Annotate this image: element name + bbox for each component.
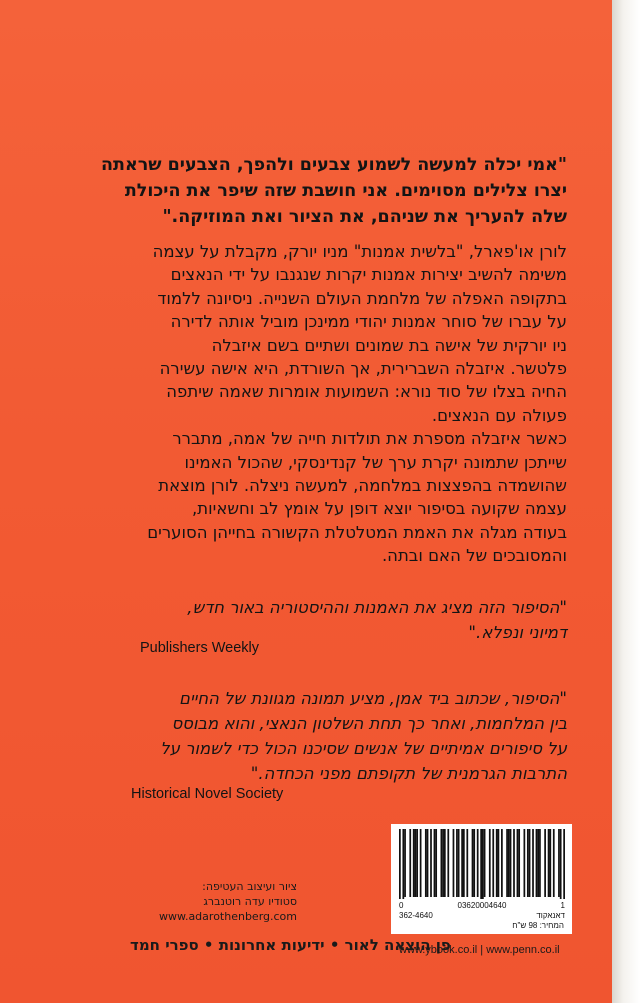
barcode-bar <box>484 829 486 897</box>
barcode-label <box>391 824 572 934</box>
barcode-bar <box>427 829 429 897</box>
review-line: "הסיפור, שכתוב ביד אמן, מציע תמונה מגוונת של החיים <box>179 689 567 708</box>
barcode-bar <box>415 829 417 897</box>
barcode-bar <box>425 829 427 897</box>
intro-line: "אמי יכלה למעשה לשמוע צבעים ולהפך, הצבעים שראתה <box>101 155 567 175</box>
barcode-bar <box>489 829 491 897</box>
review-line: התרבות הגרמנית של תקופתם מפני הכחדה." <box>250 764 567 783</box>
intro-quote <box>101 152 567 230</box>
synopsis-line: פלטשר. איזבלה השברירית, אך השורדת, היא אישה עשירה <box>159 359 567 379</box>
barcode-bar <box>402 829 404 899</box>
synopsis-line: לורן או'פארל, "בלשית אמנות" מניו יורק, מקבלת על עצמה <box>152 242 567 261</box>
barcode-bar <box>442 829 444 897</box>
synopsis-line: פעולה עם הנאצים. <box>431 405 567 425</box>
barcode-bar <box>453 829 455 897</box>
catalog-label: דאנאקוד <box>536 911 565 920</box>
barcode-bar <box>458 829 460 897</box>
intro-line: יצרו צלילים מסוימים. אני חושבת שזה שיפר את היכולת <box>124 181 567 201</box>
catalog-number: 362-4640 <box>399 911 433 920</box>
review-line: "הסיפור הזה מציג את האמנות וההיסטוריה באור חדש, <box>187 598 567 617</box>
barcode-bar <box>416 829 418 897</box>
barcode-bar <box>435 829 437 897</box>
review-quote-1 <box>187 595 567 645</box>
barcode-bar <box>413 829 415 897</box>
barcode-bar <box>537 829 539 897</box>
barcode-bar <box>501 829 503 897</box>
barcode-bar <box>518 829 520 897</box>
cover-credits <box>159 879 297 924</box>
barcode-bar <box>524 829 526 897</box>
barcode-bar <box>558 829 560 897</box>
barcode-bar <box>517 829 519 897</box>
barcode-bar <box>536 829 538 897</box>
barcode-bar <box>434 829 436 897</box>
synopsis-line: בעודה מגלה את האמת המטלטלת הקשורה בחייהן הסוערים <box>147 522 567 542</box>
barcode-bar <box>539 829 541 897</box>
synopsis-line: החיה בצלו של סוד נורא: השמועות אומרות שאמה שיתפה <box>166 382 567 402</box>
barcode-bar <box>463 829 465 897</box>
barcode-bar <box>560 829 562 899</box>
barcode-bar <box>444 829 446 897</box>
barcode-bar <box>399 829 401 899</box>
publisher-urls: www.ybook.co.il | www.penn.co.il <box>399 944 560 956</box>
page-edge <box>612 0 640 1003</box>
price-label: המחיר: 98 ש"ח <box>512 921 564 930</box>
barcode-bar <box>492 829 494 897</box>
barcode-bar <box>430 829 432 897</box>
barcode-bar <box>548 829 550 897</box>
barcode-bar <box>409 829 411 897</box>
barcode-bar <box>496 829 498 897</box>
barcode-graphic <box>399 829 565 899</box>
synopsis-line: על עברו של סוחר אמנות יהודי ממינכן מוביל אותה לדירה <box>170 312 567 332</box>
barcode-bar <box>420 829 422 897</box>
synopsis-line: בתקופה האפלה של מלחמת העולם השנייה. ניסיונה ללמוד <box>157 288 567 308</box>
intro-line: שלה להעריך את שניהם, את הציור ואת המוזיקה." <box>162 207 567 227</box>
barcode-bar <box>461 829 463 897</box>
barcode-bar <box>532 829 534 897</box>
barcode-bar <box>513 829 515 897</box>
barcode-bar <box>527 829 529 897</box>
barcode-bar <box>482 829 484 899</box>
review-source-2: Historical Novel Society <box>131 786 284 802</box>
barcode-bar <box>510 829 512 897</box>
barcode-bar <box>549 829 551 897</box>
barcode-digits <box>399 901 565 910</box>
publisher-names: פן הוצאה לאור • ידיעות אחרונות • ספרי חמד <box>130 936 451 954</box>
barcode-bar <box>529 829 531 897</box>
synopsis-line: עצמה שקועה בסיפור יוצא דופן על אומץ לב וחשאיות, <box>192 499 567 519</box>
barcode-bar <box>456 829 458 897</box>
barcode-bar <box>466 829 468 897</box>
barcode-bar <box>563 829 565 899</box>
synopsis-line: כאשר איזבלה מספרת את תולדות חייה של אמה, מתברר <box>172 429 567 449</box>
credits-studio: סטודיו עדה רוטנברג <box>203 895 297 908</box>
synopsis-line: ניו יורקית של אישה בת שמונים ושתיים בשם איזבלה <box>211 335 567 355</box>
synopsis-line: משימה להשיב יצירות אמנות יקרות שנגנבו על ידי הנאצים <box>170 265 567 285</box>
review-quote-2 <box>160 686 567 786</box>
review-line: דמיוני ונפלא." <box>468 623 567 642</box>
barcode-digit-check: 1 <box>560 901 565 910</box>
barcode-digit-main: 03620004640 <box>457 901 507 910</box>
review-line: בין המלחמות, ואחר כך תחת השלטון הנאצי, והוא מבוסס <box>171 714 567 733</box>
barcode-bar <box>553 829 555 897</box>
barcode-bar <box>473 829 475 897</box>
barcode-bar <box>472 829 474 897</box>
synopsis-line: שהושמדה בהפצצות במלחמה, למעשה ניצלה. לורן מוצאת <box>158 476 567 496</box>
review-source-1: Publishers Weekly <box>140 640 260 656</box>
barcode-bar <box>404 829 406 897</box>
barcode-bar <box>441 829 443 897</box>
barcode-bar <box>477 829 479 897</box>
synopsis-line: והמסובכים של האם ובתה. <box>381 546 567 566</box>
catalog-line <box>399 911 565 920</box>
barcode-digit-lead: 0 <box>399 901 404 910</box>
barcode-bar <box>480 829 482 899</box>
credits-title: ציור ועיצוב העטיפה: <box>202 880 297 893</box>
barcode-bar <box>506 829 508 897</box>
credits-website: www.adarothenberg.com <box>158 910 297 923</box>
synopsis <box>147 240 567 568</box>
barcode-bar <box>498 829 500 897</box>
review-line: על סיפורים אמיתיים של אנשים שסיכנו הכול כדי לשמור על <box>160 739 567 758</box>
barcode-bar <box>447 829 449 897</box>
barcode-bar <box>544 829 546 897</box>
barcode-bar <box>508 829 510 897</box>
synopsis-line: שייתכן שתמונה יקרת ערך של קנדינסקי, שהכול האמינו <box>184 452 567 472</box>
